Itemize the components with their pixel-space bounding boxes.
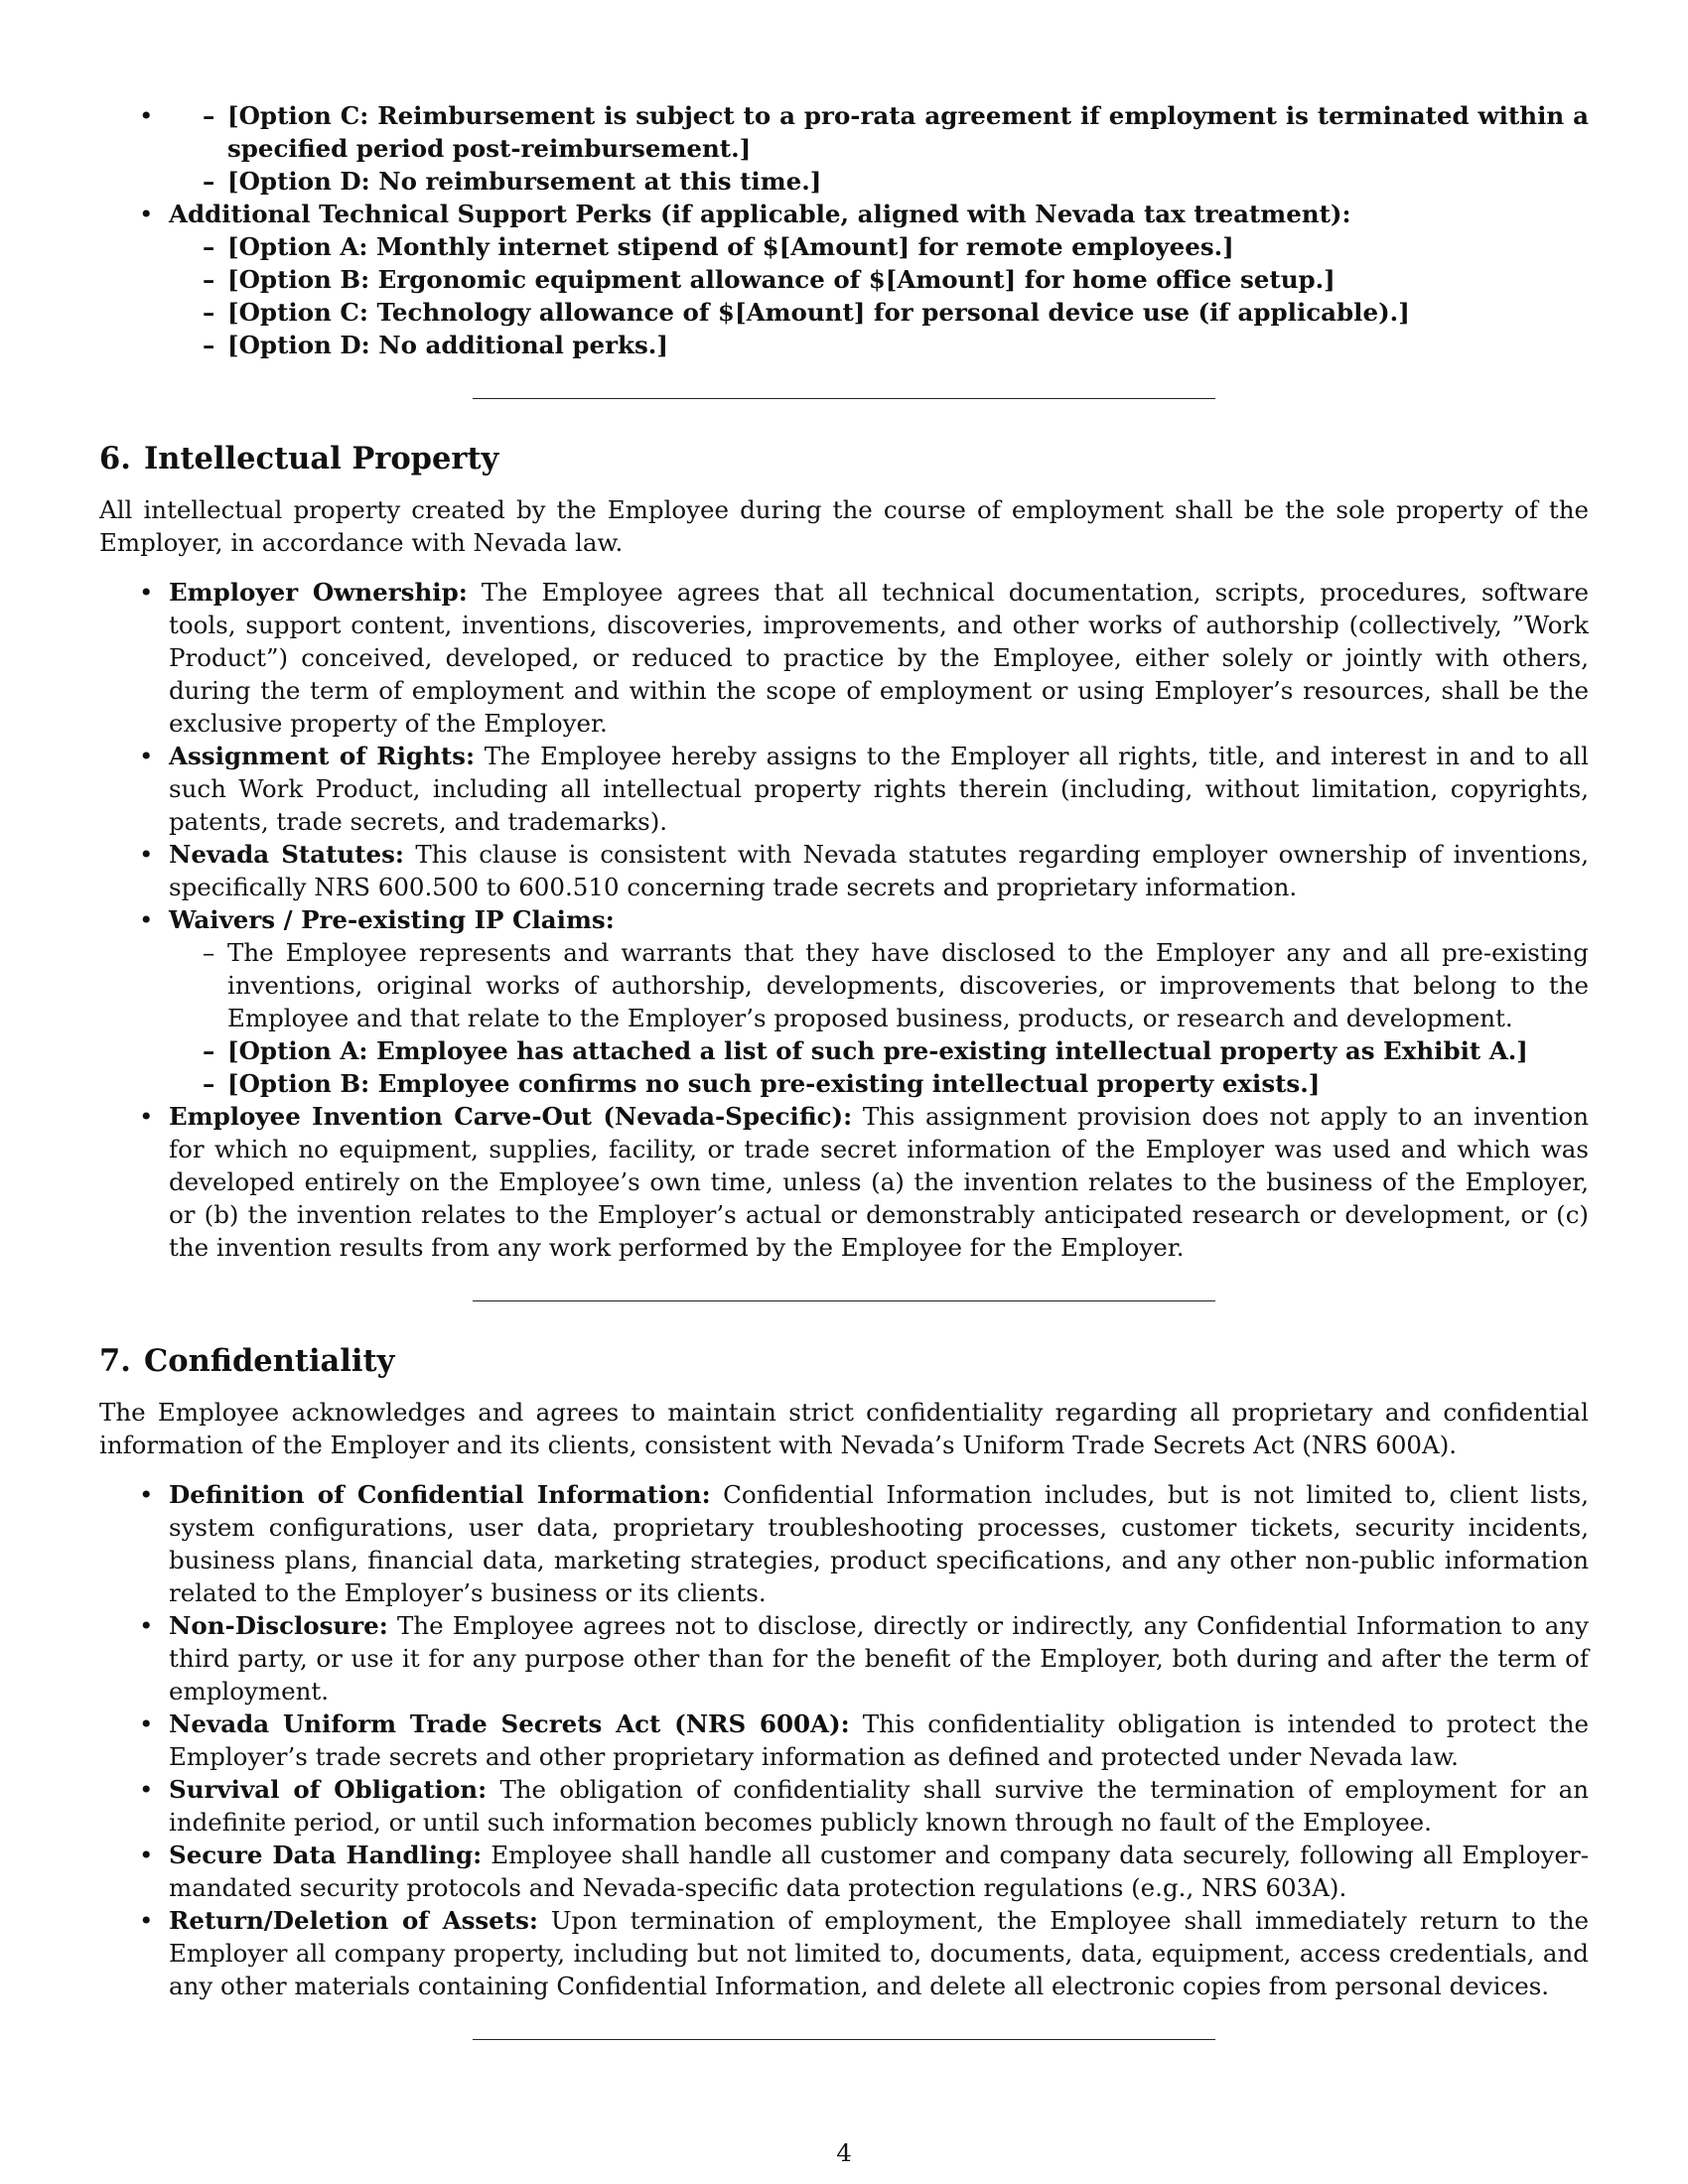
- section-divider: [473, 1300, 1215, 1301]
- list-item: [99, 740, 1589, 838]
- list-item: [99, 99, 1589, 198]
- perks-heading: Additional Technical Support Perks (if applicable, aligned with Nevada tax treatment):: [169, 200, 1351, 228]
- waivers-sublist: [169, 936, 1589, 1100]
- ip-list: [99, 576, 1589, 1264]
- list-item: [99, 1707, 1589, 1773]
- item-text: This assignment provision does not apply to an invention for which no equipment, supplies, facility, or trade secret information of the Employer was used and which was developed entirely on the Employee’s own time, unless (a) the invention relates to the business of the Employer, or (b) the invention relates to the Employer’s actual or demonstrably anticipated research or development, or (c) the invention results from any work performed by the Employee for the Employer.: [169, 1102, 1589, 1262]
- document-page: [99, 99, 1589, 2040]
- item-label: Nevada Uniform Trade Secrets Act (NRS 600A):: [169, 1709, 850, 1738]
- item-label: Return/Deletion of Assets:: [169, 1906, 538, 1935]
- item-label: Employee Invention Carve-Out (Nevada-Specific):: [169, 1102, 853, 1131]
- item-label: Assignment of Rights:: [169, 742, 475, 770]
- page-number: 4: [836, 2138, 852, 2167]
- sub-option-item: – • [Option C: Reimbursement is subject to a pro-rata agreement if employment is terminated within a specified period post-reimbursement.]: [169, 99, 1589, 165]
- sub-option-item: – [Option D: No reimbursement at this time.]: [169, 165, 1589, 198]
- waiver-statement: – The Employee represents and warrants that they have disclosed to the Employer any and all pre-existing inventions, original works of authorship, developments, discoveries, or improvements that belong to the Employee and that relate to the Employer’s proposed business, products, or research and development.: [169, 936, 1589, 1034]
- item-text: Upon termination of employment, the Employee shall immediately return to the Employer all company property, including but not limited to, documents, data, equipment, access credentials, and any other materials containing Confidential Information, and delete all electronic copies from personal devices.: [169, 1906, 1589, 2000]
- item-text: Employee shall handle all customer and company data securely, following all Employer-mandated security protocols and Nevada-specific data protection regulations (e.g., NRS 603A).: [169, 1841, 1590, 1902]
- item-label: Secure Data Handling:: [169, 1841, 483, 1869]
- list-item: [99, 1478, 1589, 1609]
- section-title: Intellectual Property: [144, 441, 499, 477]
- confidentiality-list: [99, 1478, 1589, 2002]
- item-label: Waivers / Pre-existing IP Claims:: [169, 905, 615, 934]
- item-label: Nevada Statutes:: [169, 840, 404, 869]
- perks-option-item: – [Option B: Ergonomic equipment allowance of $[Amount] for home office setup.]: [169, 263, 1589, 296]
- list-item: [99, 1609, 1589, 1707]
- perks-item: [99, 198, 1589, 361]
- item-text: This confidentiality obligation is intended to protect the Employer’s trade secrets and other proprietary information as defined and protected under Nevada law.: [169, 1709, 1589, 1771]
- item-text: This clause is consistent with Nevada statutes regarding employer ownership of inventions, specifically NRS 600.500 to 600.510 concerning trade secrets and proprietary information.: [169, 840, 1589, 901]
- list-item: [99, 838, 1589, 903]
- item-text: The Employee agrees that all technical documentation, scripts, procedures, software tools, support content, inventions, discoveries, improvements, and other works of authorship (collectively, ”Work Product”) conceived, developed, or reduced to practice by the Employee, either solely or jointly with others, during the term of employment and within the scope of employment or using Employer’s resources, shall be the exclusive property of the Employer.: [169, 578, 1589, 738]
- item-text: The obligation of confidentiality shall survive the termination of employment for an indefinite period, or until such information becomes publicly known through no fault of the Employee.: [169, 1775, 1589, 1837]
- section-heading-confidentiality: [99, 1343, 1589, 1379]
- perks-options-list: [169, 230, 1589, 361]
- section-heading-intellectual-property: [99, 441, 1589, 477]
- item-text: The Employee agrees not to disclose, directly or indirectly, any Confidential Information to any third party, or use it for any purpose other than for the benefit of the Employer, both during and after the term of employment.: [169, 1611, 1590, 1706]
- list-item: [99, 903, 1589, 1100]
- list-item: [99, 1839, 1589, 1904]
- item-label: Definition of Confidential Information:: [169, 1480, 711, 1509]
- continued-list: [99, 99, 1589, 361]
- perks-option-item: – [Option A: Monthly internet stipend of $[Amount] for remote employees.]: [169, 230, 1589, 263]
- section-intro: All intellectual property created by the Employee during the course of employment shall be the sole property of the Employer, in accordance with Nevada law.: [99, 495, 1589, 557]
- item-label: Non-Disclosure:: [169, 1611, 388, 1640]
- item-text: Confidential Information includes, but is not limited to, client lists, system configurations, user data, proprietary troubleshooting processes, customer tickets, security incidents, business plans, financial data, marketing strategies, product specifications, and any other non-public information related to the Employer’s business or its clients.: [169, 1480, 1590, 1607]
- section-divider: [473, 398, 1215, 399]
- list-item: [99, 1904, 1589, 2002]
- perks-option-item: – [Option D: No additional perks.]: [169, 329, 1589, 361]
- item-text: The Employee hereby assigns to the Employer all rights, title, and interest in and to all such Work Product, including all intellectual property rights therein (including, without limitation, copyrights, patents, trade secrets, and trademarks).: [169, 742, 1589, 836]
- waiver-option: – [Option B: Employee confirms no such pre-existing intellectual property exists.]: [169, 1067, 1589, 1100]
- section-number: 7.: [99, 1343, 131, 1379]
- waiver-option: – [Option A: Employee has attached a list of such pre-existing intellectual property as Exhibit A.]: [169, 1034, 1589, 1067]
- section-title: Confidentiality: [144, 1343, 395, 1379]
- section-number: 6.: [99, 441, 131, 477]
- section-divider: [473, 2039, 1215, 2040]
- list-item: [99, 576, 1589, 740]
- item-label: Survival of Obligation:: [169, 1775, 488, 1804]
- perks-option-item: – [Option C: Technology allowance of $[Amount] for personal device use (if applicable).]: [169, 296, 1589, 329]
- list-item: [99, 1100, 1589, 1264]
- item-label: Employer Ownership:: [169, 578, 468, 607]
- sub-options-list: [169, 99, 1589, 198]
- section-intro: The Employee acknowledges and agrees to maintain strict confidentiality regarding all proprietary and confidential information of the Employer and its clients, consistent with Nevada’s Uniform Trade Secrets Act (NRS 600A).: [99, 1398, 1589, 1459]
- list-item: [99, 1773, 1589, 1839]
